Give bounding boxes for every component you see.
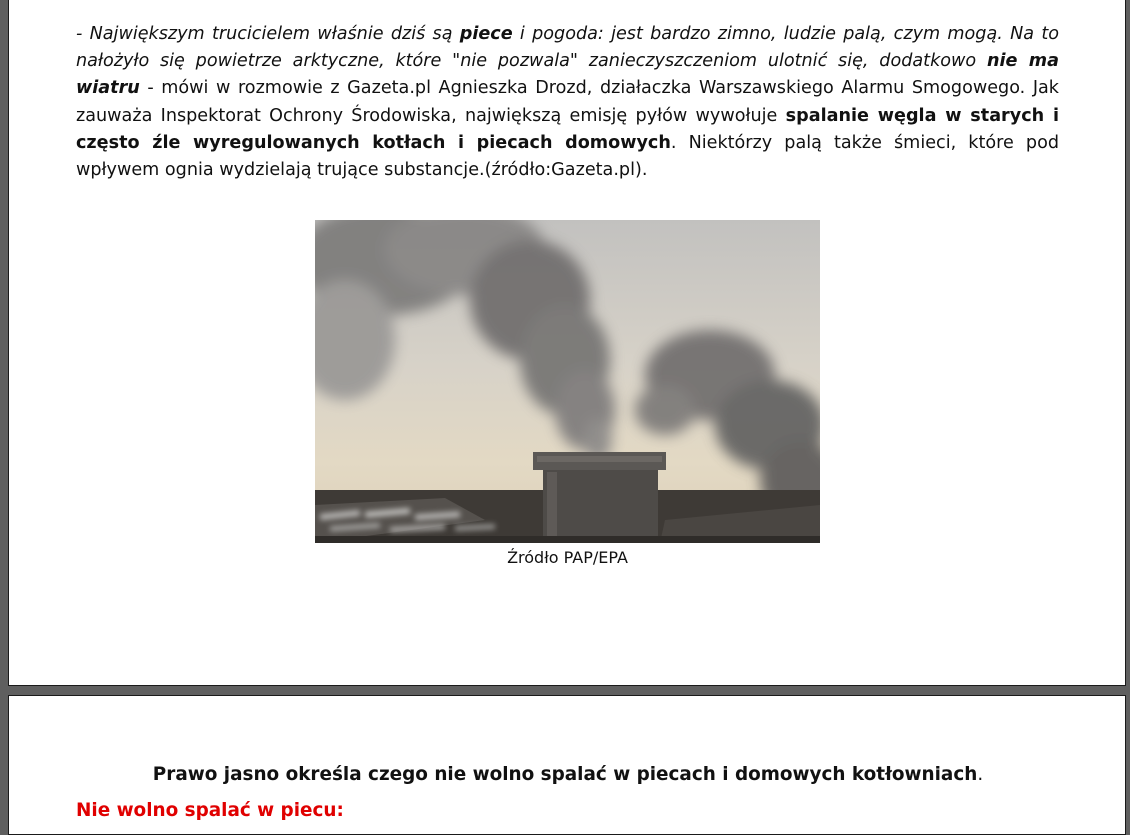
document-page-2 (8, 695, 1126, 835)
document-page-1 (8, 0, 1126, 686)
forbidden-list-title: Nie wolno spalać w piecu: (76, 800, 344, 821)
chimney-smoke-photo (315, 220, 820, 543)
law-heading (9, 764, 1127, 785)
image-caption: Źródło PAP/EPA (507, 548, 628, 567)
paragraph-run: spalanie węgla w starych i często źle wyregulowanych kotłach i piecach domowych (76, 105, 1059, 153)
law-heading-period: . (977, 764, 984, 785)
article-paragraph (76, 21, 1059, 184)
paragraph-run: piece (459, 24, 513, 44)
law-heading-text: Prawo jasno określa czego nie wolno spalać w piecach i domowych kotłowniach (152, 764, 978, 785)
paragraph-run: - mówi w rozmowie z Gazeta.pl Agnieszka Drozd, działaczka Warszawskiego Alarmu Smogowego. Jak zauważa Inspektorat Ochrony Środowiska, największą emisję pyłów wywołuje (76, 78, 1059, 126)
paragraph-run: . Niektórzy palą także śmieci, które pod wpływem ognia wydzielają trujące substancje.(źródło:Gazeta.pl). (76, 132, 1059, 181)
paragraph-run: i pogoda: jest bardzo zimno, ludzie palą, czym mogą. Na to nałożyło się powietrze arktyczne, które "nie pozwala" zanieczyszczeniom ulotnić się, dodatkowo (76, 24, 1059, 72)
paragraph-run: nie ma wiatru (76, 51, 1059, 99)
paragraph-run: - Największym trucicielem właśnie dziś są (76, 24, 460, 44)
